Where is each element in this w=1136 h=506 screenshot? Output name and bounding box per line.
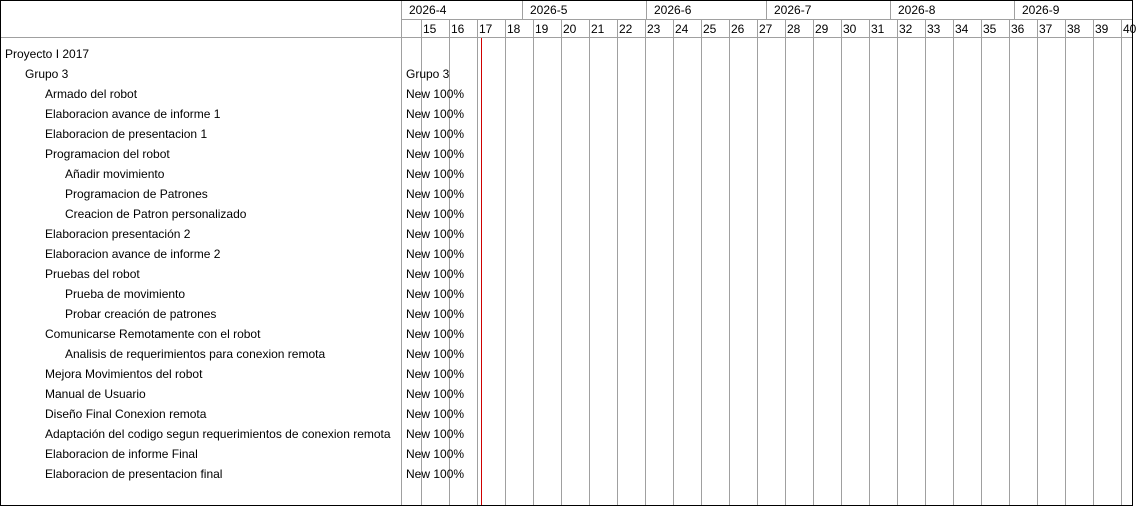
task-label: Proyecto I 2017 [5, 47, 90, 61]
week-gridline [841, 19, 842, 505]
week-gridline [505, 19, 506, 505]
week-gridline [617, 19, 618, 505]
week-label: 40 [1123, 22, 1136, 36]
task-label: Creacion de Patron personalizado [65, 207, 247, 221]
task-row[interactable] [1, 244, 401, 264]
task-status: New 100% [406, 247, 465, 261]
week-gridline [981, 19, 982, 505]
task-status: Grupo 3 [406, 67, 450, 81]
task-label: Añadir movimiento [65, 167, 165, 181]
today-marker [481, 38, 482, 505]
month-label: 2026-7 [766, 1, 890, 19]
task-label: Diseño Final Conexion remota [45, 407, 207, 421]
month-label: 2026-6 [646, 1, 766, 19]
task-row[interactable] [1, 44, 401, 64]
task-status: New 100% [406, 287, 465, 301]
task-label: Comunicarse Remotamente con el robot [45, 327, 261, 341]
task-row[interactable] [1, 344, 401, 364]
week-label: 15 [423, 22, 437, 36]
week-label: 34 [955, 22, 969, 36]
task-label: Pruebas del robot [45, 267, 140, 281]
week-label: 17 [479, 22, 493, 36]
task-row[interactable] [1, 164, 401, 184]
task-label: Elaboracion avance de informe 1 [45, 107, 221, 121]
task-label: Elaboracion de presentacion final [45, 467, 223, 481]
week-gridline [813, 19, 814, 505]
week-gridline [757, 19, 758, 505]
task-status: New 100% [406, 127, 465, 141]
week-label: 38 [1067, 22, 1081, 36]
week-label: 36 [1011, 22, 1025, 36]
week-gridline [785, 19, 786, 505]
task-status: New 100% [406, 87, 465, 101]
week-label: 35 [983, 22, 997, 36]
week-label: 26 [731, 22, 745, 36]
task-status: New 100% [406, 167, 465, 181]
task-row[interactable] [1, 424, 401, 444]
week-label: 24 [675, 22, 689, 36]
task-row[interactable] [1, 204, 401, 224]
week-label: 20 [563, 22, 577, 36]
task-status: New 100% [406, 407, 465, 421]
month-label: 2026-9 [1014, 1, 1132, 19]
week-label: 39 [1095, 22, 1109, 36]
week-gridline [701, 19, 702, 505]
week-label: 19 [535, 22, 549, 36]
week-gridline [925, 19, 926, 505]
task-status: New 100% [406, 227, 465, 241]
week-gridline [1121, 19, 1122, 505]
week-gridline [1037, 19, 1038, 505]
task-status: New 100% [406, 347, 465, 361]
week-label: 33 [927, 22, 941, 36]
week-label: 29 [815, 22, 829, 36]
task-label: Grupo 3 [25, 67, 69, 81]
week-label: 32 [899, 22, 913, 36]
week-label: 25 [703, 22, 717, 36]
task-label: Probar creación de patrones [65, 307, 217, 321]
week-gridline [729, 19, 730, 505]
week-gridline [589, 19, 590, 505]
task-status: New 100% [406, 147, 465, 161]
task-row[interactable] [1, 364, 401, 384]
task-label: Elaboracion presentación 2 [45, 227, 191, 241]
week-label: 22 [619, 22, 633, 36]
week-label: 31 [871, 22, 885, 36]
task-status: New 100% [406, 267, 465, 281]
column-splitter[interactable] [401, 1, 402, 505]
week-label: 37 [1039, 22, 1053, 36]
task-label: Adaptación del codigo segun requerimientos de conexion remota [45, 427, 391, 441]
month-label: 2026-5 [522, 1, 646, 19]
week-label: 16 [451, 22, 465, 36]
week-gridline [673, 19, 674, 505]
task-row[interactable] [1, 304, 401, 324]
task-row[interactable] [1, 64, 401, 84]
task-row[interactable] [1, 184, 401, 204]
month-label: 2026-8 [890, 1, 1014, 19]
week-label: 18 [507, 22, 521, 36]
task-row[interactable] [1, 224, 401, 244]
task-row[interactable] [1, 464, 401, 484]
week-label: 21 [591, 22, 605, 36]
task-status: New 100% [406, 427, 465, 441]
task-label: Programacion de Patrones [65, 187, 208, 201]
task-status: New 100% [406, 307, 465, 321]
task-row[interactable] [1, 104, 401, 124]
task-status: New 100% [406, 467, 465, 481]
task-status: New 100% [406, 107, 465, 121]
week-gridline [1009, 19, 1010, 505]
task-row[interactable] [1, 284, 401, 304]
header-divider [1, 37, 1132, 38]
task-label: Manual de Usuario [45, 387, 146, 401]
task-label: Armado del robot [45, 87, 138, 101]
task-status: New 100% [406, 447, 465, 461]
task-row[interactable] [1, 384, 401, 404]
task-row[interactable] [1, 124, 401, 144]
week-gridline [645, 19, 646, 505]
task-status: New 100% [406, 327, 465, 341]
task-row[interactable] [1, 444, 401, 464]
task-label: Elaboracion avance de informe 2 [45, 247, 221, 261]
week-gridline [1065, 19, 1066, 505]
week-gridline [561, 19, 562, 505]
task-label: Mejora Movimientos del robot [45, 367, 203, 381]
task-status: New 100% [406, 367, 465, 381]
week-label: 30 [843, 22, 857, 36]
task-row[interactable] [1, 144, 401, 164]
week-gridline [897, 19, 898, 505]
week-label: 28 [787, 22, 801, 36]
week-gridline [869, 19, 870, 505]
task-label: Elaboracion de informe Final [45, 447, 198, 461]
task-row[interactable] [1, 404, 401, 424]
task-status: New 100% [406, 387, 465, 401]
task-status: New 100% [406, 207, 465, 221]
week-label: 27 [759, 22, 773, 36]
task-row[interactable] [1, 84, 401, 104]
task-label: Elaboracion de presentacion 1 [45, 127, 208, 141]
month-label: 2026-4 [409, 3, 447, 17]
task-label: Prueba de movimiento [65, 287, 186, 301]
task-row[interactable] [1, 264, 401, 284]
week-gridline [953, 19, 954, 505]
week-gridline [533, 19, 534, 505]
task-status: New 100% [406, 187, 465, 201]
week-gridline [1093, 19, 1094, 505]
week-label: 23 [647, 22, 661, 36]
task-label: Programacion del robot [45, 147, 170, 161]
week-gridline [477, 19, 478, 505]
task-row[interactable] [1, 324, 401, 344]
task-label: Analisis de requerimientos para conexion remota [65, 347, 326, 361]
